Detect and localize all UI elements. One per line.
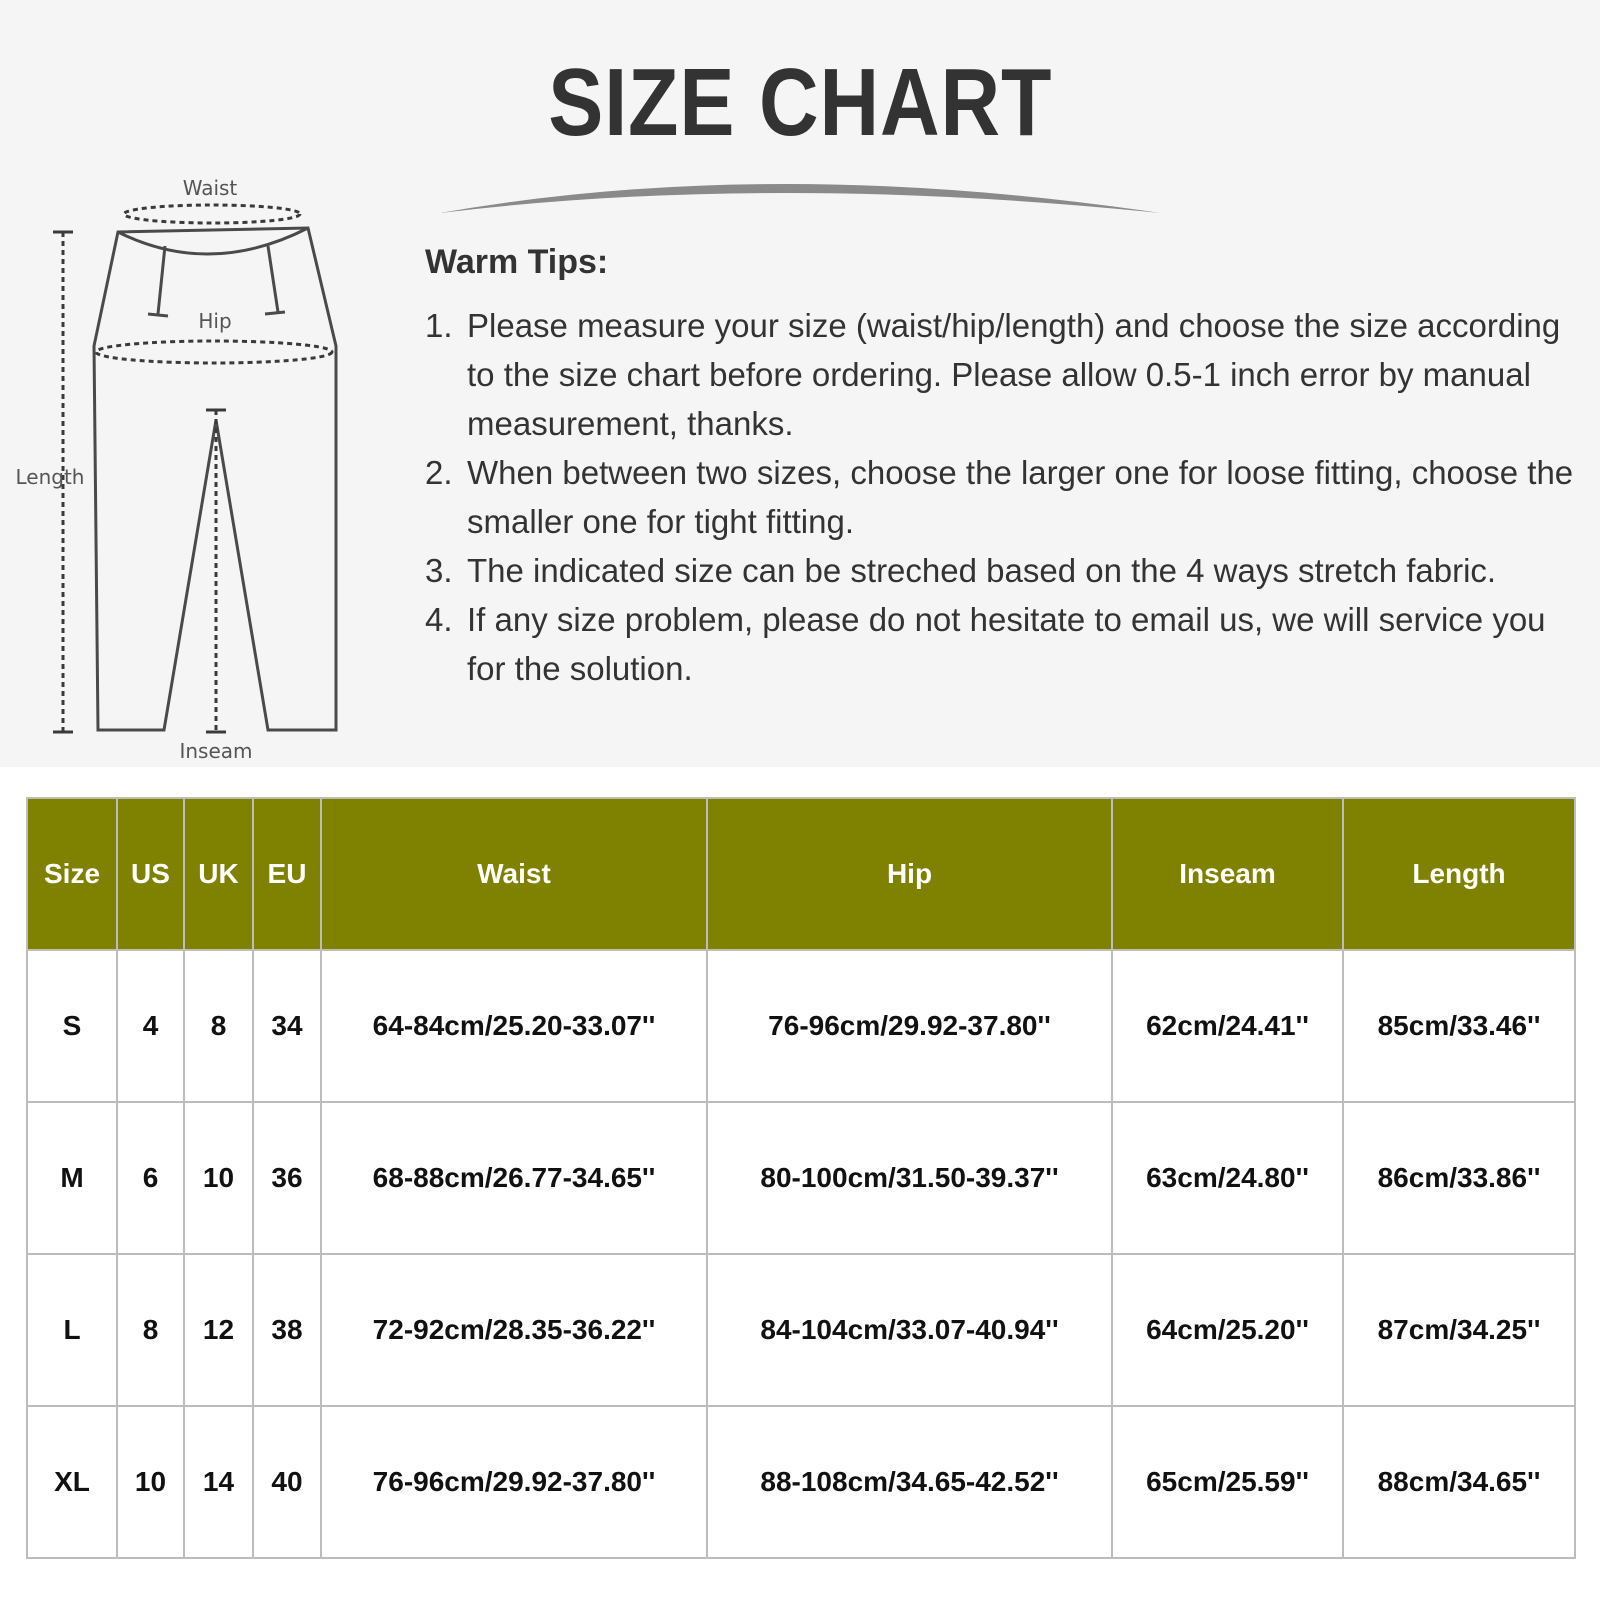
header-inseam: Inseam xyxy=(1112,798,1343,950)
cell-inseam: 65cm/25.59'' xyxy=(1112,1406,1343,1558)
cell-inseam: 63cm/24.80'' xyxy=(1112,1102,1343,1254)
cell-uk: 14 xyxy=(184,1406,253,1558)
cell-length: 87cm/34.25'' xyxy=(1343,1254,1575,1406)
header-us: US xyxy=(117,798,184,950)
cell-length: 88cm/34.65'' xyxy=(1343,1406,1575,1558)
cell-size: M xyxy=(27,1102,117,1254)
cell-waist: 72-92cm/28.35-36.22'' xyxy=(321,1254,707,1406)
hip-measure-line xyxy=(96,341,332,363)
tip-item xyxy=(425,595,1590,693)
table-row xyxy=(27,950,1575,1102)
tip-item xyxy=(425,546,1590,595)
cell-eu: 34 xyxy=(253,950,321,1102)
header-length: Length xyxy=(1343,798,1575,950)
warm-tips-heading: Warm Tips: xyxy=(425,243,609,281)
inseam-label: Inseam xyxy=(179,739,253,763)
cell-inseam: 62cm/24.41'' xyxy=(1112,950,1343,1102)
tips-panel xyxy=(0,0,1600,767)
table-row xyxy=(27,1406,1575,1558)
cell-us: 10 xyxy=(117,1406,184,1558)
cell-hip: 76-96cm/29.92-37.80'' xyxy=(707,950,1112,1102)
cell-uk: 12 xyxy=(184,1254,253,1406)
header-size: Size xyxy=(27,798,117,950)
cell-length: 85cm/33.46'' xyxy=(1343,950,1575,1102)
leggings-measurement-diagram xyxy=(0,170,400,770)
warm-tips-list xyxy=(425,301,1590,693)
cell-uk: 10 xyxy=(184,1102,253,1254)
table-row xyxy=(27,1254,1575,1406)
header-waist: Waist xyxy=(321,798,707,950)
cell-us: 8 xyxy=(117,1254,184,1406)
cell-waist: 76-96cm/29.92-37.80'' xyxy=(321,1406,707,1558)
tip-number: 1. xyxy=(425,307,453,344)
cell-length: 86cm/33.86'' xyxy=(1343,1102,1575,1254)
cell-size: S xyxy=(27,950,117,1102)
tip-number: 4. xyxy=(425,601,453,638)
cell-hip: 88-108cm/34.65-42.52'' xyxy=(707,1406,1112,1558)
hip-label: Hip xyxy=(198,309,232,333)
tip-number: 3. xyxy=(425,552,453,589)
size-table xyxy=(26,797,1576,1559)
cell-eu: 36 xyxy=(253,1102,321,1254)
tip-text: Please measure your size (waist/hip/length) and choose the size according to the size chart before ordering. Please allow 0.5-1 inch error by manual measurement, thanks. xyxy=(467,307,1561,442)
cell-waist: 64-84cm/25.20-33.07'' xyxy=(321,950,707,1102)
tip-text: If any size problem, please do not hesitate to email us, we will service you for the solution. xyxy=(467,601,1546,687)
header-uk: UK xyxy=(184,798,253,950)
header-hip: Hip xyxy=(707,798,1112,950)
cell-inseam: 64cm/25.20'' xyxy=(1112,1254,1343,1406)
tip-text: When between two sizes, choose the larger one for loose fitting, choose the smaller one for tight fitting. xyxy=(467,454,1574,540)
tip-text: The indicated size can be streched based on the 4 ways stretch fabric. xyxy=(467,552,1497,589)
cell-hip: 84-104cm/33.07-40.94'' xyxy=(707,1254,1112,1406)
cell-hip: 80-100cm/31.50-39.37'' xyxy=(707,1102,1112,1254)
cell-waist: 68-88cm/26.77-34.65'' xyxy=(321,1102,707,1254)
waist-measure-line xyxy=(124,205,300,223)
cell-us: 6 xyxy=(117,1102,184,1254)
cell-us: 4 xyxy=(117,950,184,1102)
cell-size: L xyxy=(27,1254,117,1406)
waist-label: Waist xyxy=(182,176,238,200)
title-underline-arc xyxy=(440,165,1160,225)
warm-tips xyxy=(425,240,1590,693)
tip-number: 2. xyxy=(425,454,453,491)
tip-item xyxy=(425,448,1590,546)
length-label: Length xyxy=(15,465,85,489)
header-eu: EU xyxy=(253,798,321,950)
cell-uk: 8 xyxy=(184,950,253,1102)
page-title: SIZE CHART xyxy=(548,49,1053,156)
cell-eu: 38 xyxy=(253,1254,321,1406)
table-header-row xyxy=(27,798,1575,950)
tip-item xyxy=(425,301,1590,448)
cell-eu: 40 xyxy=(253,1406,321,1558)
table-row xyxy=(27,1102,1575,1254)
cell-size: XL xyxy=(27,1406,117,1558)
